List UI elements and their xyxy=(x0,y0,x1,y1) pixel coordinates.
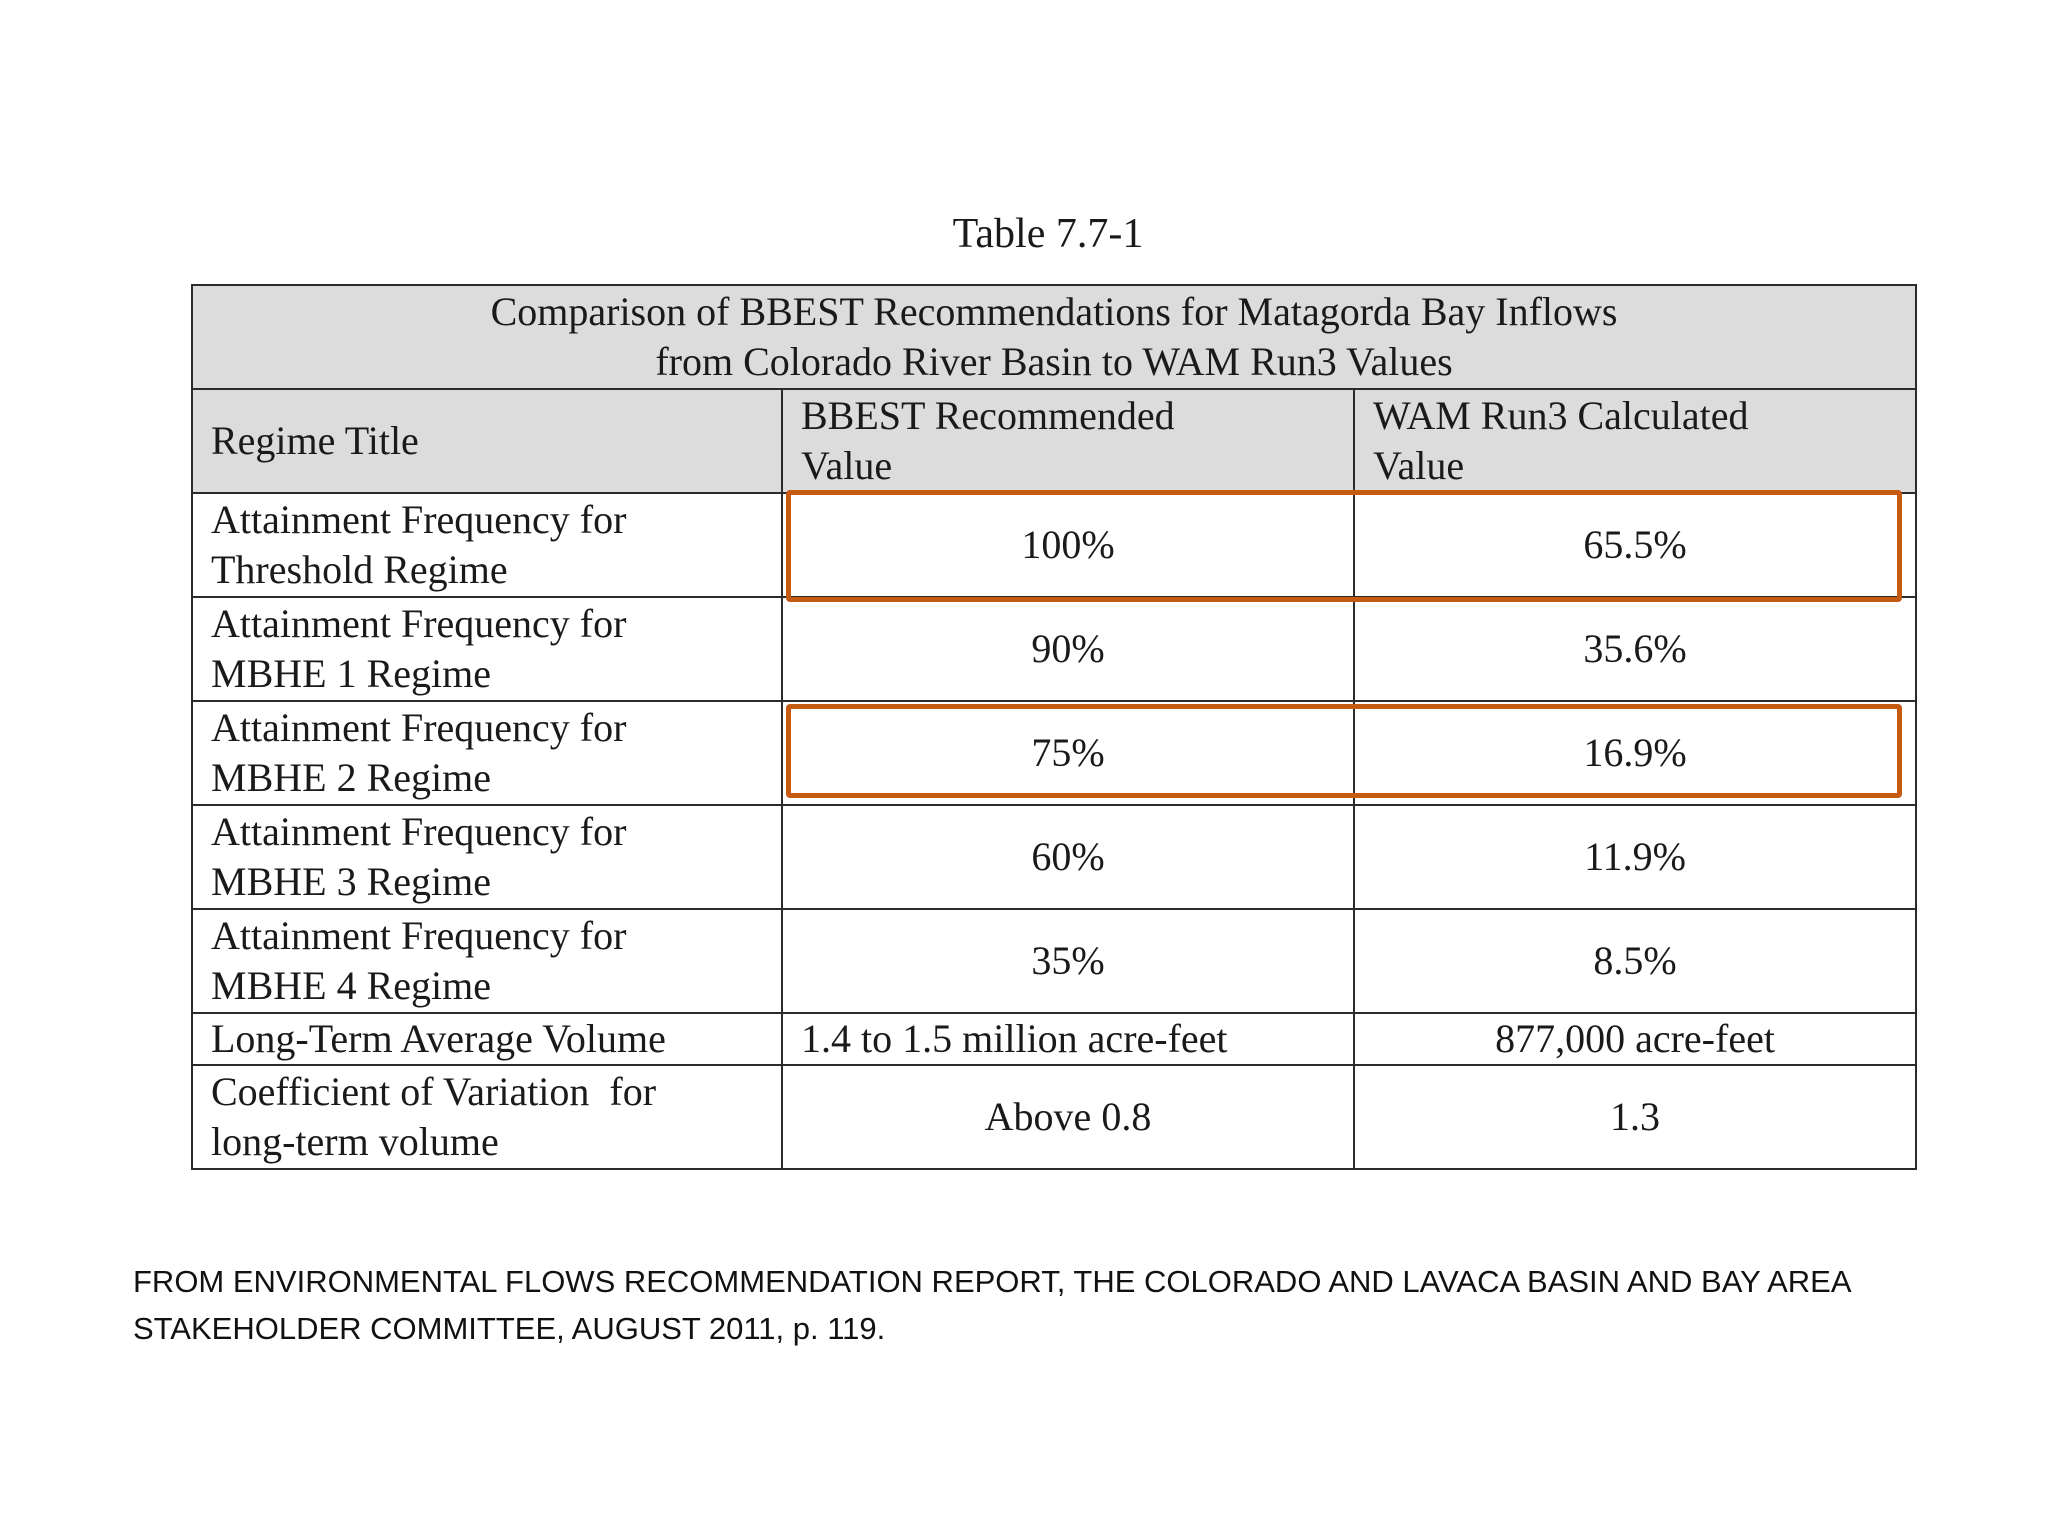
bbest-value-coefficient-variation: Above 0.8 xyxy=(782,1065,1354,1169)
column-header-wam-line-1: WAM Run3 Calculated xyxy=(1373,393,1749,438)
table-row xyxy=(192,493,1916,597)
table-row xyxy=(192,597,1916,701)
bbest-value-mbhe3: 60% xyxy=(782,805,1354,909)
row-label-line-1: Long-Term Average Volume xyxy=(211,1016,666,1061)
column-header-regime-title xyxy=(192,389,782,493)
table-row xyxy=(192,909,1916,1013)
table-row xyxy=(192,1013,1916,1065)
row-label-mbhe4 xyxy=(192,909,782,1013)
row-label-line-1: Attainment Frequency for xyxy=(211,497,627,542)
column-header-row xyxy=(192,389,1916,493)
row-label-line-2: MBHE 3 Regime xyxy=(211,859,491,904)
row-label-mbhe1 xyxy=(192,597,782,701)
row-label-line-1: Attainment Frequency for xyxy=(211,601,627,646)
bbest-value-threshold: 100% xyxy=(782,493,1354,597)
source-citation-line-1: FROM ENVIRONMENTAL FLOWS RECOMMENDATION REPORT, THE COLORADO AND LAVACA BASIN AND BAY AREA xyxy=(133,1264,1852,1299)
row-label-mbhe3 xyxy=(192,805,782,909)
wam-value-threshold: 65.5% xyxy=(1354,493,1916,597)
row-label-mbhe2 xyxy=(192,701,782,805)
wam-value-mbhe4: 8.5% xyxy=(1354,909,1916,1013)
table-title-line-2: from Colorado River Basin to WAM Run3 Values xyxy=(655,339,1453,384)
wam-value-mbhe1: 35.6% xyxy=(1354,597,1916,701)
column-header-bbest xyxy=(782,389,1354,493)
bbest-value-mbhe2: 75% xyxy=(782,701,1354,805)
bbest-value-long-term-volume: 1.4 to 1.5 million acre-feet xyxy=(782,1013,1354,1065)
row-label-line-2: MBHE 2 Regime xyxy=(211,755,491,800)
comparison-table xyxy=(191,284,1917,1170)
row-label-line-1: Coefficient of Variation for xyxy=(211,1069,657,1114)
row-label-line-2: long-term volume xyxy=(211,1119,499,1164)
bbest-value-mbhe1: 90% xyxy=(782,597,1354,701)
row-label-line-2: MBHE 4 Regime xyxy=(211,963,491,1008)
table-title xyxy=(192,285,1916,389)
table-caption: Table 7.7-1 xyxy=(952,211,1144,257)
table-title-line-1: Comparison of BBEST Recommendations for Matagorda Bay Inflows xyxy=(490,289,1618,334)
row-label-line-1: Attainment Frequency for xyxy=(211,913,627,958)
row-label-threshold xyxy=(192,493,782,597)
comparison-table-container xyxy=(191,284,1915,1170)
column-header-wam-line-2: Value xyxy=(1373,443,1465,488)
row-label-line-2: Threshold Regime xyxy=(211,547,508,592)
wam-value-coefficient-variation: 1.3 xyxy=(1354,1065,1916,1169)
wam-value-long-term-volume: 877,000 acre-feet xyxy=(1354,1013,1916,1065)
wam-value-mbhe3: 11.9% xyxy=(1354,805,1916,909)
table-row xyxy=(192,805,1916,909)
row-label-line-2: MBHE 1 Regime xyxy=(211,651,491,696)
wam-value-mbhe2: 16.9% xyxy=(1354,701,1916,805)
bbest-value-mbhe4: 35% xyxy=(782,909,1354,1013)
column-header-regime-title-text: Regime Title xyxy=(211,418,419,463)
row-label-long-term-volume xyxy=(192,1013,782,1065)
row-label-line-1: Attainment Frequency for xyxy=(211,809,627,854)
source-citation-line-2: STAKEHOLDER COMMITTEE, AUGUST 2011, p. 119. xyxy=(133,1311,886,1346)
table-row xyxy=(192,1065,1916,1169)
column-header-wam xyxy=(1354,389,1916,493)
column-header-bbest-line-1: BBEST Recommended xyxy=(801,393,1175,438)
row-label-coefficient-variation xyxy=(192,1065,782,1169)
row-label-line-1: Attainment Frequency for xyxy=(211,705,627,750)
table-title-row xyxy=(192,285,1916,389)
source-citation xyxy=(133,1258,1993,1352)
table-row xyxy=(192,701,1916,805)
column-header-bbest-line-2: Value xyxy=(801,443,893,488)
